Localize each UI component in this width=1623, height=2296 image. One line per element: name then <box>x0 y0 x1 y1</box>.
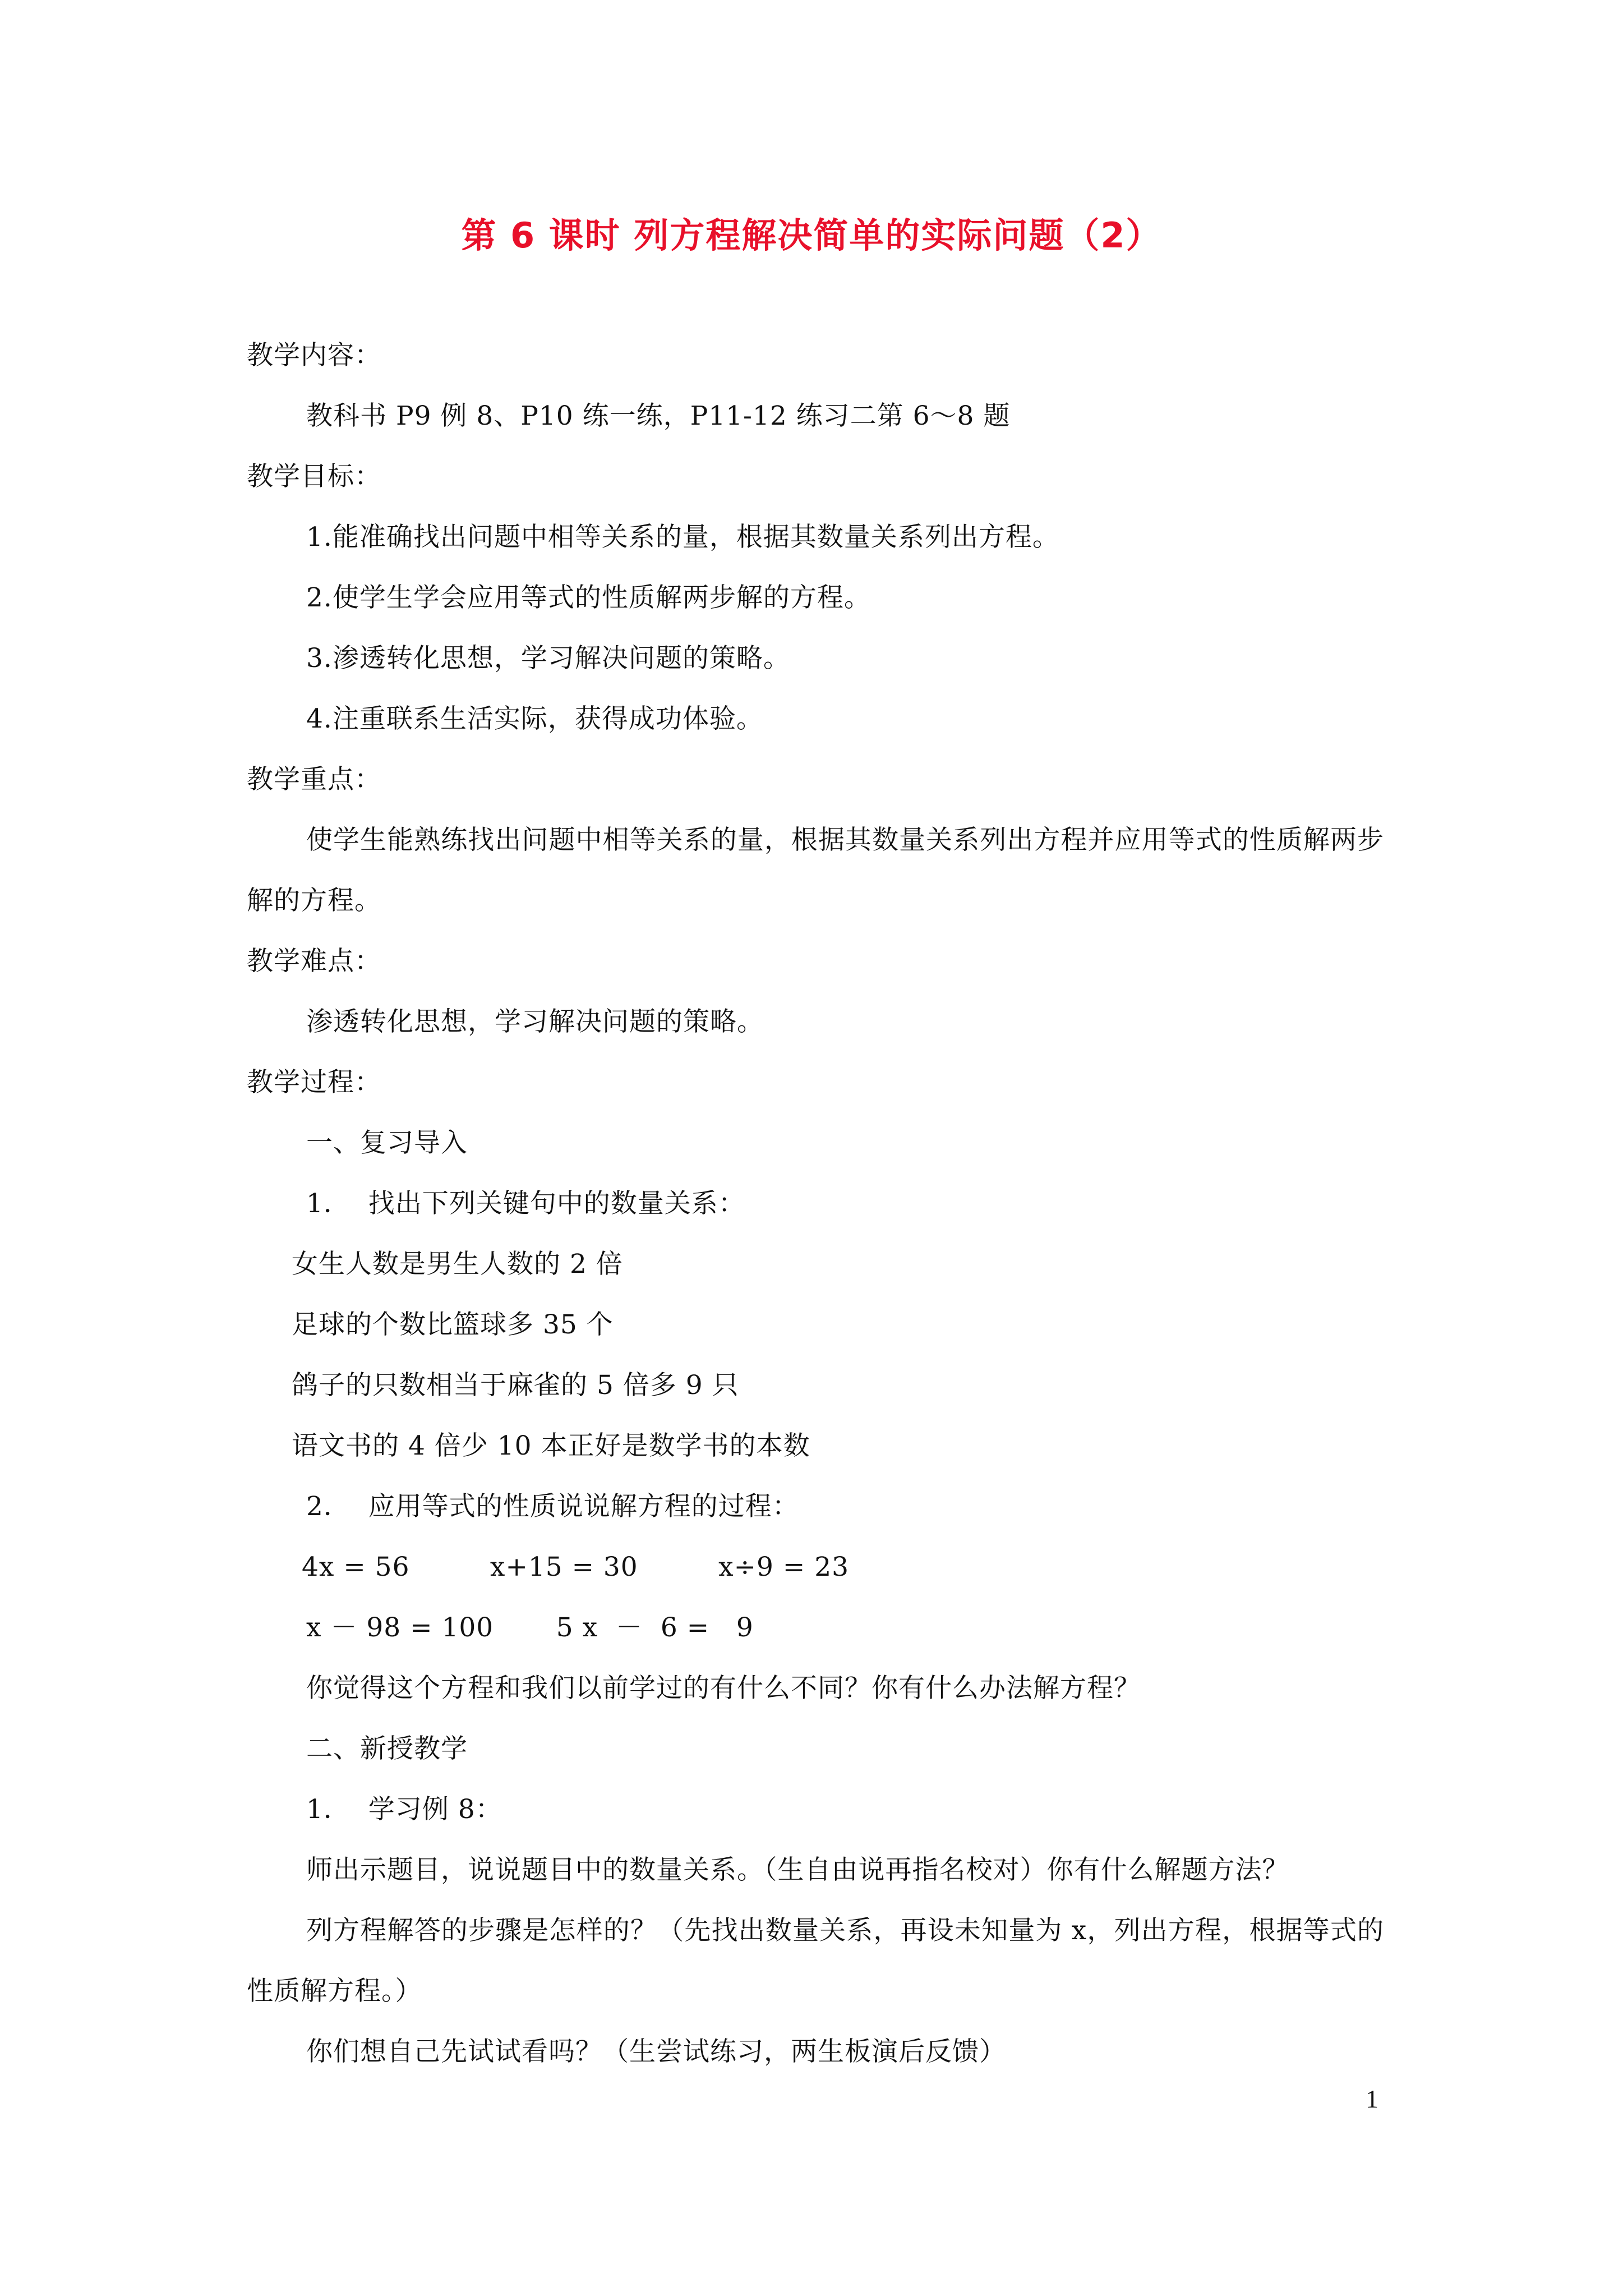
paragraph: 列方程解答的步骤是怎样的？（先找出数量关系，再设未知量为 x，列出方程，根据等式的性质解方程。） <box>247 1915 1384 2007</box>
section-heading: 二、新授教学 <box>306 1733 468 1764</box>
goal-item: 4.注重联系生活实际，获得成功体验。 <box>306 703 763 734</box>
question-line: 你觉得这个方程和我们以前学过的有什么不同？你有什么办法解方程？ <box>306 1673 1141 1704</box>
goal-item: 3.渗透转化思想，学习解决问题的策略。 <box>306 643 790 674</box>
numbered-item: 1． 找出下列关键句中的数量关系： <box>306 1188 745 1219</box>
equations-line: 4x = 56 x+15 = 30 x÷9 = 23 <box>302 1552 850 1582</box>
goal-item: 2.使学生学会应用等式的性质解两步解的方程。 <box>306 582 871 613</box>
relation-line: 鸽子的只数相当于麻雀的 5 倍多 9 只 <box>292 1370 739 1401</box>
content-heading: 教学内容： <box>247 340 381 371</box>
paragraph-line: 师出示题目，说说题目中的数量关系。（生自由说再指名校对）你有什么解题方法？ <box>306 1855 1289 1885</box>
goal-item: 1.能准确找出问题中相等关系的量，根据其数量关系列出方程。 <box>306 522 1059 553</box>
key-text: 使学生能熟练找出问题中相等关系的量，根据其数量关系列出方程并应用等式的性质解两步解的方程。 <box>247 825 1384 916</box>
section-heading: 一、复习导入 <box>306 1128 468 1158</box>
relation-line: 女生人数是男生人数的 2 倍 <box>292 1249 623 1280</box>
relation-line: 足球的个数比篮球多 35 个 <box>292 1309 614 1340</box>
numbered-item: 2． 应用等式的性质说说解方程的过程： <box>306 1491 799 1522</box>
page-number: 1 <box>1366 2085 1378 2113</box>
difficulty-heading: 教学难点： <box>247 946 381 977</box>
page-title: 第 6 课时 列方程解决简单的实际问题（2） <box>461 215 1162 256</box>
paragraph-line: 你们想自己先试试看吗？（生尝试练习，两生板演后反馈） <box>306 2036 1006 2067</box>
content-text: 教科书 P9 例 8、P10 练一练，P11-12 练习二第 6～8 题 <box>306 401 1011 431</box>
equations-line: x － 98 = 100 5 x － 6 = 9 <box>306 1612 754 1643</box>
difficulty-text: 渗透转化思想，学习解决问题的策略。 <box>306 1006 764 1037</box>
key-heading: 教学重点： <box>247 764 381 795</box>
relation-line: 语文书的 4 倍少 10 本正好是数学书的本数 <box>292 1430 810 1461</box>
numbered-item: 1． 学习例 8： <box>306 1794 502 1825</box>
process-heading: 教学过程： <box>247 1067 381 1098</box>
goals-heading: 教学目标： <box>247 461 381 492</box>
